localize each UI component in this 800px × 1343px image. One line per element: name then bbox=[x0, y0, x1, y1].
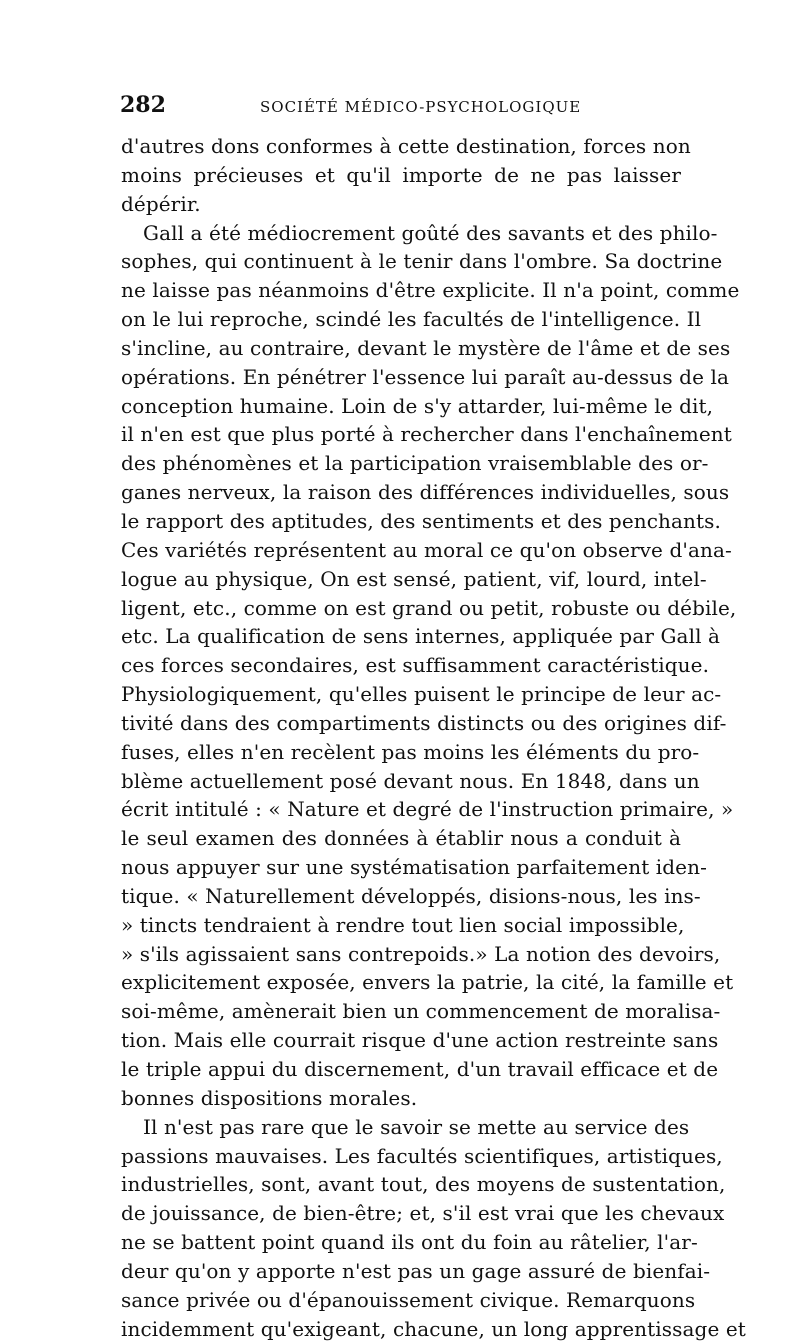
text-line: il n'en est que plus porté à rechercher dans l'enchaînement bbox=[121, 422, 732, 447]
text-line: Ces variétés représentent au moral ce qu'on observe d'ana- bbox=[121, 537, 732, 562]
text-line: explicitement exposée, envers la patrie, la cité, la famille et bbox=[121, 970, 734, 995]
text-line: ligent, etc., comme on est grand ou petit, robuste ou débile, bbox=[121, 595, 737, 620]
text-line: » s'ils agissaient sans contrepoids.» La notion des devoirs, bbox=[121, 941, 721, 966]
text-line: » tincts tendraient à rendre tout lien social impossible, bbox=[121, 912, 685, 937]
text-line: Il n'est pas rare que le savoir se mette au service des bbox=[143, 1114, 690, 1139]
body-text bbox=[121, 132, 746, 1343]
text-line: incidemment qu'exigeant, chacune, un long apprentissage et bbox=[121, 1316, 746, 1341]
text-line: bonnes dispositions morales. bbox=[121, 1085, 418, 1110]
text-line: fuses, elles n'en recèlent pas moins les éléments du pro- bbox=[121, 739, 700, 764]
text-line: soi-même, amènerait bien un commencement de moralisa- bbox=[121, 999, 721, 1024]
text-line: d'autres dons conformes à cette destination, forces non bbox=[121, 134, 691, 158]
text-line: de jouissance, de bien-être; et, s'il est vrai que les chevaux bbox=[121, 1201, 725, 1226]
text-line: dépérir. bbox=[121, 191, 201, 216]
text-line: ces forces secondaires, est suffisamment caractéristique. bbox=[121, 653, 710, 678]
text-line: le triple appui du discernement, d'un travail efficace et de bbox=[121, 1057, 719, 1081]
text-line: Physiologiquement, qu'elles puisent le principe de leur ac- bbox=[121, 682, 722, 707]
text-line: des phénomènes et la participation vraisemblable des or- bbox=[121, 451, 709, 476]
text-line: moins précieuses et qu'il importe de ne pas laisser bbox=[121, 162, 681, 187]
running-head bbox=[120, 92, 680, 122]
text-line: tion. Mais elle courrait risque d'une action restreinte sans bbox=[121, 1028, 719, 1053]
text-line: ne laisse pas néanmoins d'être explicite. Il n'a point, comme bbox=[121, 278, 740, 303]
running-title: SOCIÉTÉ MÉDICO-PSYCHOLOGIQUE bbox=[260, 98, 582, 116]
text-line: ne se battent point quand ils ont du foin au râtelier, l'ar- bbox=[121, 1230, 698, 1255]
text-line: etc. La qualification de sens internes, appliquée par Gall à bbox=[121, 624, 721, 649]
page-number: 282 bbox=[120, 92, 166, 118]
text-line: le seul examen des données à établir nous a conduit à bbox=[121, 826, 681, 851]
text-line: deur qu'on y apporte n'est pas un gage assuré de bienfai- bbox=[121, 1258, 711, 1283]
text-line: industrielles, sont, avant tout, des moyens de sustentation, bbox=[121, 1172, 726, 1197]
text-line: conception humaine. Loin de s'y attarder, lui-même le dit, bbox=[121, 393, 714, 418]
text-line: le rapport des aptitudes, des sentiments et des penchants. bbox=[121, 508, 721, 533]
text-line: passions mauvaises. Les facultés scientifiques, artistiques, bbox=[121, 1143, 723, 1168]
text-line: sance privée ou d'épanouissement civique. Remarquons bbox=[121, 1287, 696, 1312]
text-line: tique. « Naturellement développés, disions-nous, les ins- bbox=[121, 883, 701, 908]
text-line: on le lui reproche, scindé les facultés de l'intelligence. Il bbox=[121, 307, 702, 332]
text-line: blème actuellement posé devant nous. En 1848, dans un bbox=[121, 768, 700, 793]
text-line: tivité dans des compartiments distincts ou des origines dif- bbox=[121, 710, 727, 735]
text-line: logue au physique, On est sensé, patient, vif, lourd, intel- bbox=[121, 566, 707, 591]
text-line: nous appuyer sur une systématisation parfaitement iden- bbox=[121, 855, 707, 880]
text-line: opérations. En pénétrer l'essence lui paraît au-dessus de la bbox=[121, 364, 729, 389]
text-line: ganes nerveux, la raison des différences individuelles, sous bbox=[121, 480, 730, 505]
text-line: sophes, qui continuent à le tenir dans l'ombre. Sa doctrine bbox=[121, 249, 723, 274]
text-line: s'incline, au contraire, devant le mystère de l'âme et de ses bbox=[121, 335, 731, 360]
text-line: Gall a été médiocrement goûté des savants et des philo- bbox=[143, 220, 718, 245]
text-line: écrit intitulé : « Nature et degré de l'instruction primaire, » bbox=[121, 797, 734, 822]
